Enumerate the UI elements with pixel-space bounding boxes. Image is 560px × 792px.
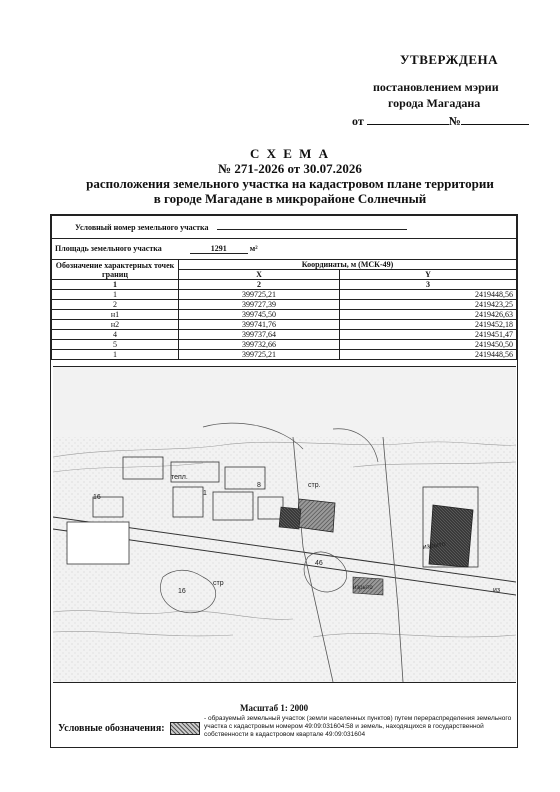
cadastral-map [53,366,516,683]
table-row [52,330,517,340]
coordinates-table [51,215,517,360]
y-cell: 2419448,56 [340,290,517,300]
table-row [52,320,517,330]
approval-line-city: города Магадана [388,96,481,110]
area-label: Площадь земельного участка [55,244,162,253]
area-cell [52,239,517,260]
approval-date-number [352,113,529,129]
approval-number-label: № [448,114,461,128]
approval-line-decree: постановлением мэрии [373,80,499,94]
scheme-number: № 271-2026 от 30.07.2026 [218,161,362,176]
legend-text: - образуемый земельный участок (земли населенных пунктов) путем перераспределения земельного участка с кадастровым номером 49:09:031604:58 и земель, находящихся в государственной собственности в кадастровом квартале 49:09:031604 [204,715,512,738]
x-cell: 399732,66 [179,340,340,350]
map-drawing [53,367,516,682]
table-row [52,290,517,300]
point-cell: 4 [52,330,179,340]
area-unit: м² [249,244,258,253]
approval-title: УТВЕРЖДЕНА [400,52,499,67]
point-cell: 2 [52,300,179,310]
scheme-subtitle-1: расположения земельного участка на кадастровом плане территории [86,176,494,191]
header-coords: Координаты, м (МСК-49) [179,260,517,270]
area-value: 1291 [190,244,248,254]
map-label: 46 [315,560,323,567]
map-scale: Масштаб 1: 2000 [240,703,309,713]
approval-from-label: от [352,114,364,128]
legend-label: Условные обозначения: [58,723,165,734]
col-num-3: 3 [340,280,517,290]
x-cell: 399727,39 [179,300,340,310]
header-x: X [179,270,340,280]
map-label: стр [213,580,224,587]
table-row [52,340,517,350]
point-cell: 1 [52,350,179,360]
y-cell: 2419423,25 [340,300,517,310]
scheme-title: С Х Е М А [249,146,331,161]
y-cell: 2419451,47 [340,330,517,340]
x-cell: 399737,64 [179,330,340,340]
y-cell: 2419452,18 [340,320,517,330]
conditional-number-cell [52,216,517,239]
x-cell: 399725,21 [179,350,340,360]
approval-number-blank [461,113,529,125]
map-label: 1 [203,490,207,497]
col-num-2: 2 [179,280,340,290]
point-cell: н1 [52,310,179,320]
map-label: тепл. [171,474,188,481]
x-cell: 399745,50 [179,310,340,320]
y-cell: 2419450,50 [340,340,517,350]
map-label: 16 [93,494,101,501]
point-cell: 1 [52,290,179,300]
point-cell: 5 [52,340,179,350]
table-row [52,350,517,360]
map-label: изрыто [422,540,447,551]
x-cell: 399741,76 [179,320,340,330]
point-cell: н2 [52,320,179,330]
conditional-number-blank [217,222,407,230]
map-label: из [493,587,501,594]
table-row [52,310,517,320]
map-label: 8 [257,482,261,489]
y-cell: 2419448,56 [340,350,517,360]
legend-hatch-swatch [170,722,200,735]
conditional-number-label: Условный номер земельного участка [75,223,209,232]
scheme-subtitle-2: в городе Магадане в микрорайоне Солнечный [153,191,427,206]
y-cell: 2419426,63 [340,310,517,320]
header-y: Y [340,270,517,280]
map-label: 16 [178,588,186,595]
map-label: стр. [308,482,321,489]
map-label: изрыто [353,585,373,591]
col-num-1: 1 [52,280,179,290]
header-points: Обозначение характерных точек границ [52,260,179,280]
table-row [52,300,517,310]
approval-date-blank [367,113,449,125]
x-cell: 399725,21 [179,290,340,300]
